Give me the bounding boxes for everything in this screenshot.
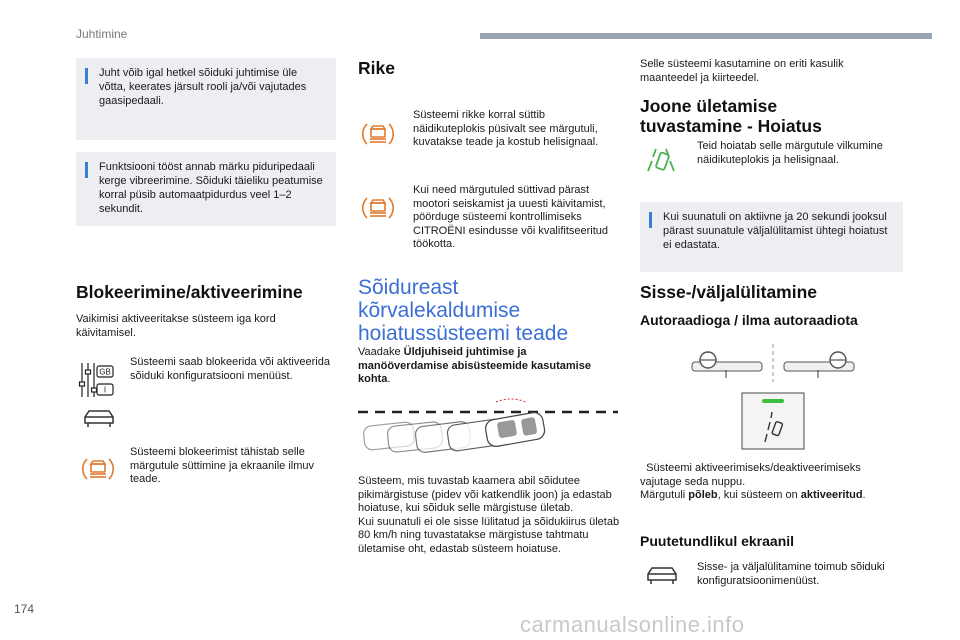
subheading-radio: Autoraadioga / ilma autoraadiota [640, 312, 858, 328]
paragraph-system-description: Süsteem, mis tuvastab kaamera abil sõidutee pikimärgistuse (pidev või katkendlik joon) ja edastab hoiatuse, kui sõiduk selle märgistuse ületab. Kui suunatuli ei ole sisse lülitatud ja sõidukiirus ületab 80 km/h ning tuvastatakse märgistuse tahtmatu ületamise oht, edastab süsteem hoiatuse. [358, 475, 620, 555]
lamp-mid: , kui süsteem on [717, 489, 801, 501]
section-title: Juhtimine [76, 27, 128, 41]
heading-line: kõrvalekaldumise [358, 299, 521, 322]
info-note-vibration [76, 152, 336, 226]
heading-on-off: Sisse-/väljalülitamine [640, 282, 818, 302]
car-config-icon [645, 563, 679, 587]
heading-fault: Rike [358, 58, 395, 78]
info-note-takeover [76, 58, 336, 140]
ref-prefix: Vaadake [358, 346, 404, 358]
warning-lamp-icon [82, 453, 114, 485]
paragraph-block-indicator: Süsteemi blokeerimist tähistab selle märgutule süttimine ja ekraanile ilmuv teade. [130, 446, 315, 486]
lane-departure-illustration [356, 394, 620, 464]
note-text: Funktsiooni tööst annab märku piduripedaali kerge vibreerimine. Sõiduki täieliku peatumise korral püsib automaatpidurdus veel 1–2 sekundit. [99, 161, 323, 215]
paragraph-fault: Süsteemi rikke korral süttib näidikuteplokis püsivalt see märgutuli, kuvatakse teade ja kostub helisignaal. [413, 109, 599, 149]
heading-line: hoiatussüsteemi teade [358, 322, 569, 345]
paragraph-touchscreen: Sisse- ja väljalülitamine toimub sõiduki konfiguratsioonimenüüst. [697, 561, 885, 587]
subheading-touchscreen: Puutetundlikul ekraanil [640, 533, 795, 549]
header-bar [480, 33, 932, 39]
heading-line: tuvastamine - Hoiatus [640, 116, 822, 136]
ref-suffix: . [387, 373, 391, 386]
paragraph-lane-warning: Teid hoiatab selle märgutule vilkumine näidikuteplokis ja helisignaal. [697, 140, 883, 166]
paragraph-usage: Selle süsteemi kasutamine on eriti kasulik maanteedel ja kiirteedel. [640, 58, 844, 84]
fault-restart-icon [362, 192, 394, 224]
paragraph-fault-restart: Kui need märgutuled süttivad pärast mootori seiskamist ja uuesti käivitamist, pöörduge süsteemi kontrollimiseks CITROËNI esindusse või kvalifitseeritud töökotta. [413, 184, 609, 251]
info-note-indicator [640, 202, 903, 272]
bullet-text: Süsteemi aktiveerimiseks/deaktiveerimiseks vajutage seda nuppu. [640, 462, 861, 488]
heading-lane-departure [358, 276, 620, 345]
ref-link[interactable]: Üldjuhiseid juhtimise ja manööverdamise abisüsteemide kasutamise kohta [358, 346, 591, 386]
lamp-on: põleb [688, 489, 718, 501]
heading-line-crossing [640, 96, 905, 136]
note-text: Kui suunatuli on aktiivne ja 20 sekundi jooksul pärast suunatule väljalülitamist ühtegi hoiatust ei edastata. [663, 211, 888, 251]
lamp-prefix: Märgutuli [640, 489, 689, 501]
paragraph-reference [358, 346, 598, 387]
heading-block-activate: Blokeerimine/aktiveerimine [76, 282, 303, 302]
paragraph-block-menu: Süsteemi saab blokeerida või aktiveerida sõiduki konfiguratsiooni menüüst. [130, 356, 330, 382]
lamp-suffix: . [862, 489, 866, 501]
bullet-activate [640, 462, 905, 489]
icon-label-gb: GB [99, 367, 111, 377]
led-indicator [762, 399, 784, 403]
note-text: Juht võib igal hetkel sõiduki juhtimise üle võtta, keerates järsult rooli ja/või vajutades gaasipedaali. [99, 67, 307, 107]
fault-warning-icon [362, 118, 394, 150]
heading-line: Joone ületamise [640, 96, 778, 116]
icon-label-i: I [103, 385, 107, 395]
paragraph-lamp-state [640, 489, 905, 503]
heading-line: Sõidureast [358, 276, 459, 299]
steering-wheel-switch-diagram [688, 342, 858, 384]
lane-assist-button[interactable] [741, 392, 805, 450]
page-number: 174 [14, 602, 35, 616]
lane-warning-icon [645, 143, 677, 175]
car-icon [82, 406, 116, 430]
paragraph-default: Vaikimisi aktiveeritakse süsteem iga kord käivitamisel. [76, 313, 276, 339]
lamp-activated: aktiveeritud [800, 489, 863, 501]
watermark: carmanualsonline.info [520, 612, 745, 637]
config-menu-icon [78, 360, 114, 400]
